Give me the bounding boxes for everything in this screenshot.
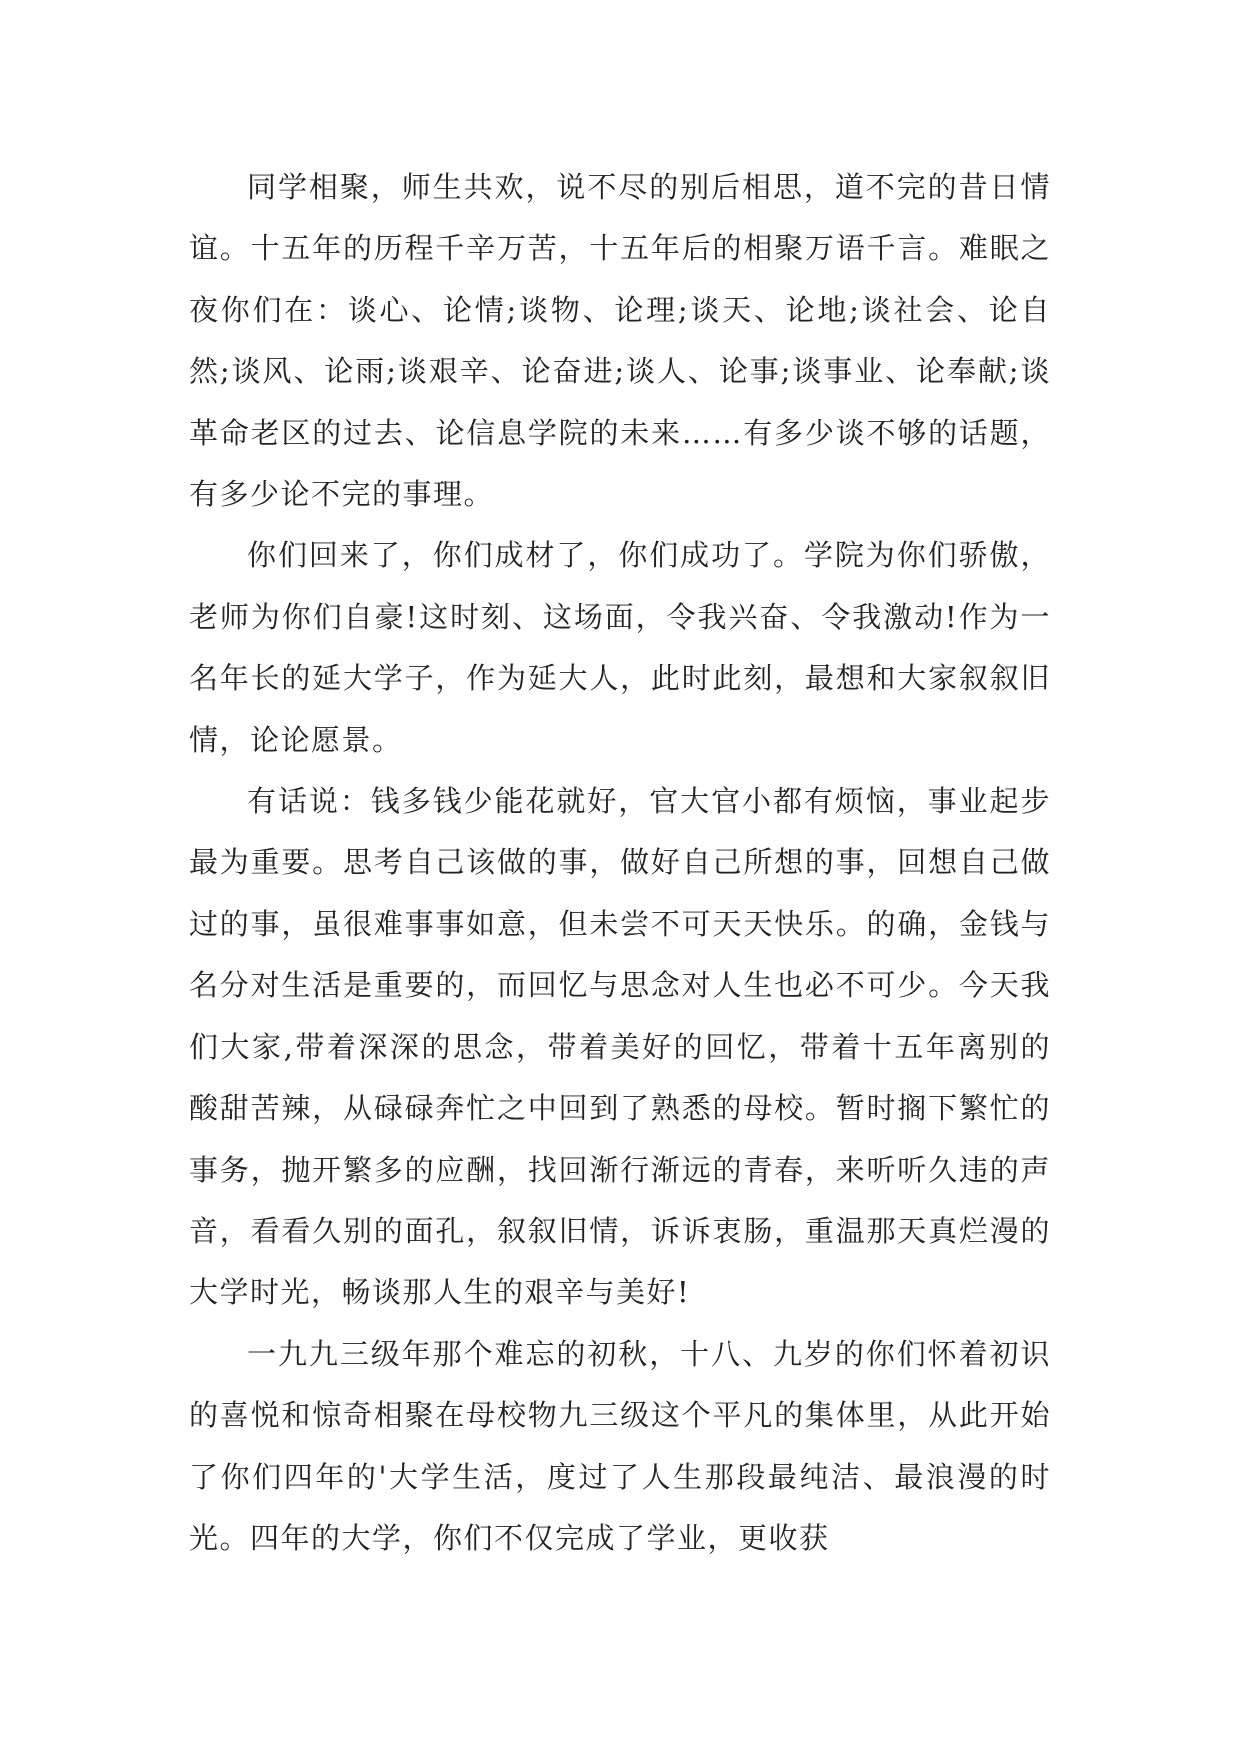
paragraph-2: 你们回来了，你们成材了，你们成功了。学院为你们骄傲，老师为你们自豪!这时刻、这场面，令我兴奋、令我激动!作为一名年长的延大学子，作为延大人，此时此刻，最想和大家叙叙旧情，论论愿景。 [189, 538, 1051, 757]
document-body [189, 157, 1051, 1569]
paragraph-3: 有话说：钱多钱少能花就好，官大官小都有烦恼，事业起步最为重要。思考自己该做的事，做好自己所想的事，回想自己做过的事，虽很难事事如意，但未尝不可天天快乐。的确，金钱与名分对生活是重要的，而回忆与思念对人生也必不可少。今天我们大家,带着深深的思念，带着美好的回忆，带着十五年离别的酸甜苦辣，从碌碌奔忙之中回到了熟悉的母校。暂时搁下繁忙的事务，抛开繁多的应酬，找回渐行渐远的青春，来听听久违的声音，看看久别的面孔，叙叙旧情，诉诉衷肠，重温那天真烂漫的大学时光，畅谈那人生的艰辛与美好! [189, 784, 1051, 1310]
paragraph-1: 同学相聚，师生共欢，说不尽的别后相思，道不完的昔日情谊。十五年的历程千辛万苦，十五年后的相聚万语千言。难眠之夜你们在：谈心、论情;谈物、论理;谈天、论地;谈社会、论自然;谈风、论雨;谈艰辛、论奋进;谈人、论事;谈事业、论奉献;谈革命老区的过去、论信息学院的未来……有多少谈不够的话题，有多少论不完的事理。 [189, 170, 1051, 512]
paragraph-4: 一九九三级年那个难忘的初秋，十八、九岁的你们怀着初识的喜悦和惊奇相聚在母校物九三级这个平凡的集体里，从此开始了你们四年的'大学生活，度过了人生那段最纯洁、最浪漫的时光。四年的大学，你们不仅完成了学业，更收获 [189, 1336, 1051, 1555]
